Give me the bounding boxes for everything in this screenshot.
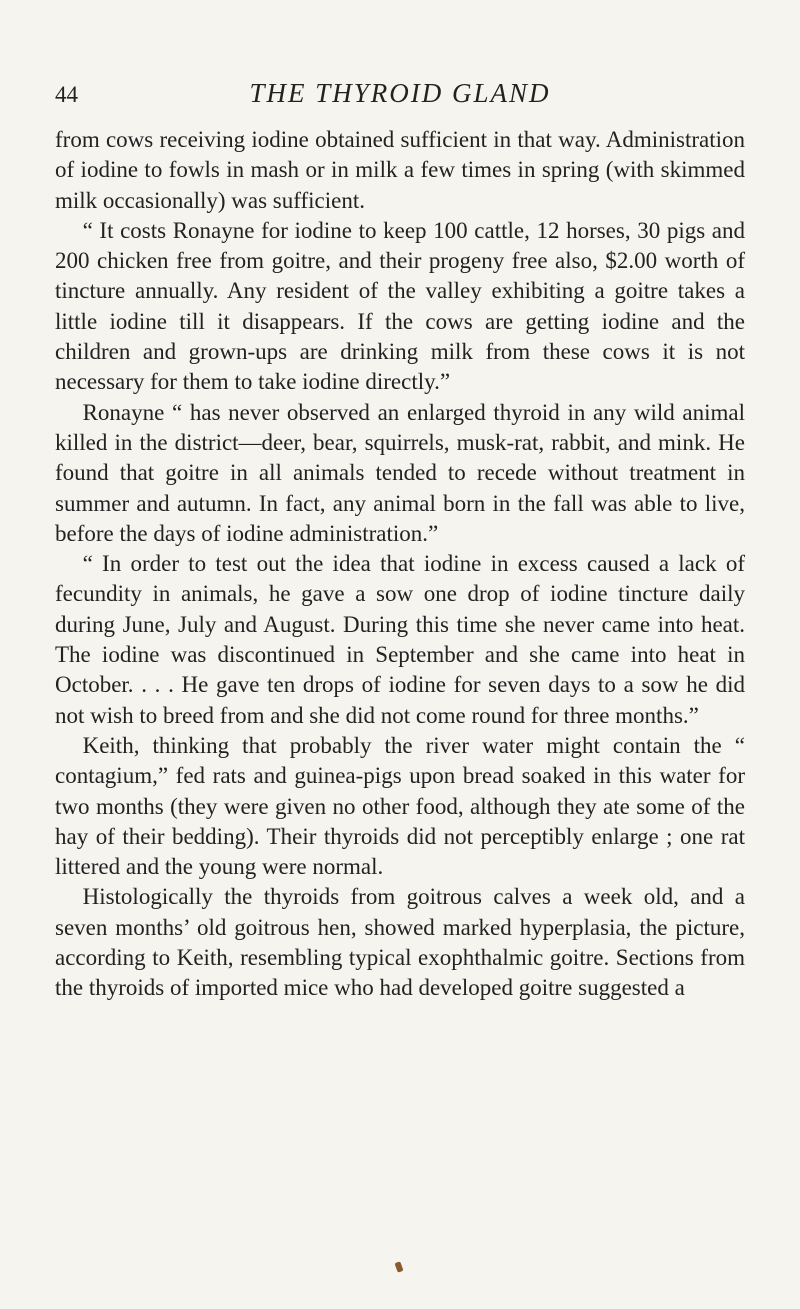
page-number: 44 xyxy=(55,82,78,107)
running-head xyxy=(55,78,745,114)
paragraph: Keith, thinking that probably the river water might contain the “ contagium,” fed rats and guinea-pigs upon bread soaked in this water for two months (they were given no other food, although they ate some of the hay of their bedding). Their thyroids did not perceptibly enlarge ; one rat littered and the young were normal. xyxy=(55,732,745,880)
paragraph: “ In order to test out the idea that iodine in excess caused a lack of fecundity in animals, he gave a sow one drop of iodine tincture daily during June, July and August. During this time she never came into heat. The iodine was discontinued in September and she came into heat in October. . . . He gave ten drops of iodine for seven days to a sow he did not wish to breed from and she did not come round for three months.” xyxy=(55,551,745,728)
paragraph: Histologically the thyroids from goitrous calves a week old, and a seven months’ old goitrous hen, showed marked hyperplasia, the picture, according to Keith, resembling typical exophthalmic goitre. Sections from the thyroids of imported mice who had developed goitre suggested a xyxy=(55,884,745,1001)
paragraph: “ It costs Ronayne for iodine to keep 100 cattle, 12 horses, 30 pigs and 200 chicken free from goitre, and their progeny free also, $2.00 worth of tincture annually. Any resident of the valley exhibiting a goitre takes a little iodine till it disappears. If the cows are getting iodine and the children and grown-ups are drinking milk from these cows it is not necessary for them to take iodine directly.” xyxy=(55,217,745,395)
body-text xyxy=(55,125,745,1004)
running-title: THE THYROID GLAND xyxy=(249,78,551,108)
paragraph: Ronayne “ has never observed an enlarged thyroid in any wild animal killed in the district—deer, bear, squirrels, musk-rat, rabbit, and mink. He found that goitre in all animals tended to recede without treatment in summer and autumn. In fact, any animal born in the fall was able to live, before the days of iodine administration.” xyxy=(55,399,745,546)
paper-speck xyxy=(394,1261,403,1272)
paragraph: from cows receiving iodine obtained sufficient in that way. Administration of iodine to fowls in mash or in milk a few times in spring (with skimmed milk occasionally) was sufficient. xyxy=(55,127,745,213)
